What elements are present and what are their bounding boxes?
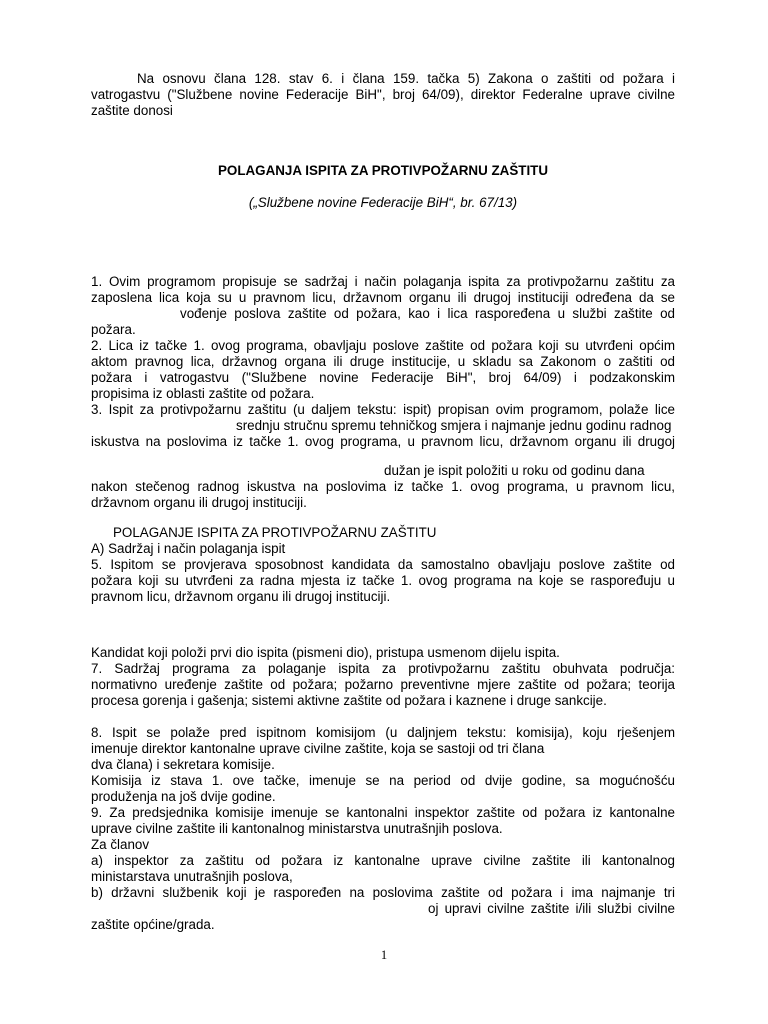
body-line: produženja na još dvije godine. (91, 789, 276, 804)
body-line: požara. (91, 322, 136, 337)
body-line: zaposlena lica koja su u pravnom licu, državnom organu ili drugoj instituciji određena da se (91, 290, 675, 305)
body-line: iskustva na poslovima iz tačke 1. ovog programa, u pravnom licu, državnom organu ili drugoj (91, 434, 675, 449)
body-line: Kandidat koji položi prvi dio ispita (pismeni dio), pristupa usmenom dijelu ispita. (91, 645, 560, 660)
body-line: 7. Sadržaj programa za polaganje ispita za protivpožarnu zaštitu obuhvata područja: (91, 661, 675, 676)
body-line: uprave civilne zaštite ili kantonalnog ministarstva unutrašnjih poslova. (91, 821, 503, 836)
body-line: procesa gorenja i gašenja; sistemi aktivne zaštite od požara i kaznene i druge sankcije. (91, 693, 607, 708)
body-line: srednju stručnu spremu tehničkog smjera i najmanje jednu godinu radnog (236, 418, 672, 433)
document-subtitle: („Službene novine Federacije BiH“, br. 67/13) (248, 195, 518, 210)
body-line: požara i vatrogastvu ("Službene novine Federacije BiH", broj 64/09) i podzakonskim (91, 370, 675, 385)
body-line: 9. Za predsjednika komisije imenuje se kantonalni inspektor zaštite od požara iz kantonalne (91, 805, 675, 820)
body-line: dužan je ispit položiti u roku od godinu dana (384, 463, 645, 478)
body-line: propisima iz oblasti zaštite od požara. (91, 386, 315, 401)
document-title: POLAGANJA ISPITA ZA PROTIVPOŽARNU ZAŠTITU (217, 163, 549, 178)
body-line: državnom organu ili drugoj instituciji. (91, 495, 307, 510)
body-line: pravnom licu, državnom organu ili drugoj instituciji. (91, 589, 391, 604)
body-line: a) inspektor za zaštitu od požara iz kantonalne uprave civilne zaštite ili kantonalnog (91, 853, 675, 868)
body-line: oj upravi civilne zaštite i/ili službi civilne (428, 901, 675, 916)
body-line: aktom pravnog lica, državnog organa ili druge institucije, u skladu sa Zakonom o zaštiti od (91, 354, 675, 369)
body-line: 1. Ovim programom propisuje se sadržaj i način polaganja ispita za protivpožarnu zaštitu za (91, 274, 675, 289)
body-line: požara koji su utvrđeni za radna mjesta iz tačke 1. ovog programa na koje se raspoređuju u (91, 573, 675, 588)
body-line: nakon stečenog radnog iskustva na poslovima iz tačke 1. ovog programa, u pravnom licu, (91, 479, 675, 494)
body-line: dva člana) i sekretara komisije. (91, 757, 275, 772)
body-line: 5. Ispitom se provjerava sposobnost kandidata da samostalno obavljaju poslove zaštite od (91, 557, 675, 572)
body-line: A) Sadržaj i način polaganja ispit (91, 541, 286, 556)
body-line: vođenje poslova zaštite od požara, kao i lica raspoređena u službi zaštite od (180, 306, 675, 321)
section-heading: POLAGANJE ISPITA ZA PROTIVPOŽARNU ZAŠTITU (113, 525, 437, 540)
body-line: 3. Ispit za protivpožarnu zaštitu (u daljem tekstu: ispit) propisan ovim programom, polaže lice (91, 402, 675, 417)
body-line: normativno uređenje zaštite od požara; požarno preventivne mjere zaštite od požara; teorija (91, 677, 675, 692)
body-line: ministarstava unutrašnjih poslova, (91, 869, 293, 884)
body-line: 8. Ispit se polaže pred ispitnom komisijom (u daljnjem tekstu: komisija), koju rješenjem (91, 725, 675, 740)
preamble-line: zaštite donosi (91, 103, 173, 118)
page-number: 1 (380, 948, 388, 962)
preamble-line: vatrogastvu ("Službene novine Federacije BiH", broj 64/09), direktor Federalne uprave civilne (91, 87, 675, 102)
body-line: imenuje direktor kantonalne uprave civilne zaštite, koja se sastoji od tri člana (91, 741, 545, 756)
body-line: Za članov (91, 837, 150, 852)
body-line: b) državni službenik koji je raspoređen na poslovima zaštite od požara i ima najmanje tri (91, 885, 675, 900)
body-line: zaštite općine/grada. (91, 917, 215, 932)
preamble-line: Na osnovu člana 128. stav 6. i člana 159. tačka 5) Zakona o zaštiti od požara i (137, 71, 675, 86)
body-line: Komisija iz stava 1. ove tačke, imenuje se na period od dvije godine, sa mogućnošću (91, 773, 675, 788)
body-line: 2. Lica iz tačke 1. ovog programa, obavljaju poslove zaštite od požara koji su utvrđeni općim (91, 338, 675, 353)
